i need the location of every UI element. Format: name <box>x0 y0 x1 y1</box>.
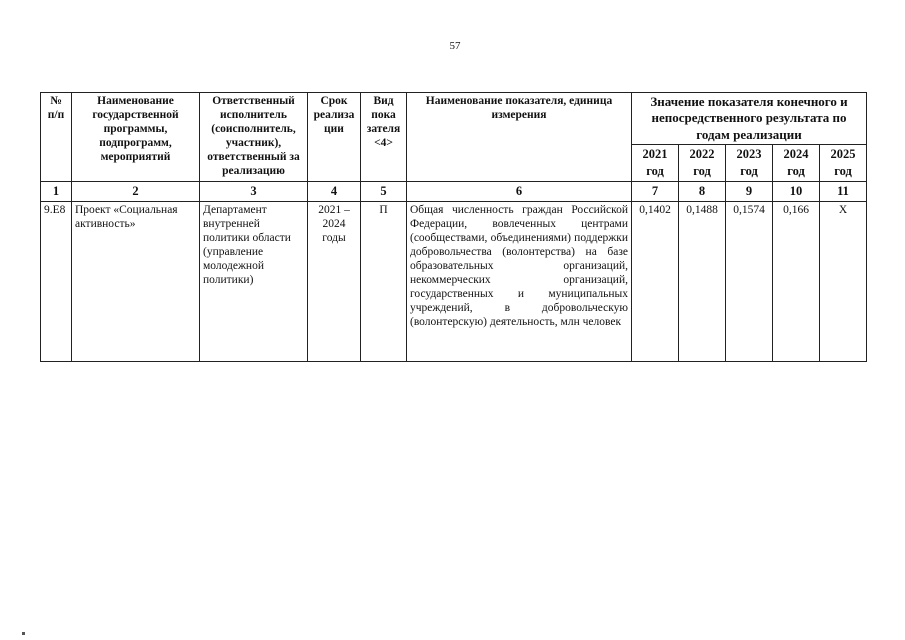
header-year-2025: 2025 год <box>820 144 867 181</box>
row-type: П <box>361 201 407 361</box>
row-num: 9.Е8 <box>41 201 72 361</box>
row-value-2023: 0,1574 <box>726 201 773 361</box>
column-number: 2 <box>72 181 200 201</box>
header-year-2024: 2024 год <box>773 144 820 181</box>
scan-speck <box>22 632 25 635</box>
column-number: 8 <box>679 181 726 201</box>
table-row <box>41 201 867 361</box>
row-value-2022: 0,1488 <box>679 201 726 361</box>
header-year-2022: 2022 год <box>679 144 726 181</box>
row-name: Проект «Социальная активность» <box>72 201 200 361</box>
header-name: Наименование государственной программы, подпрограмм, мероприятий <box>72 93 200 182</box>
indicators-table <box>40 92 867 362</box>
header-type: Вид пока зателя <4> <box>361 93 407 182</box>
row-executor: Департамент внутренней политики области (управление молодежной политики) <box>200 201 308 361</box>
row-value-2024: 0,166 <box>773 201 820 361</box>
column-number: 11 <box>820 181 867 201</box>
column-number: 3 <box>200 181 308 201</box>
column-number: 4 <box>308 181 361 201</box>
page-number: 57 <box>449 40 461 52</box>
row-value-2025: Х <box>820 201 867 361</box>
header-row <box>41 93 867 145</box>
header-indicator: Наименование показателя, единица измерения <box>407 93 632 182</box>
header-year-2023: 2023 год <box>726 144 773 181</box>
row-value-2021: 0,1402 <box>632 201 679 361</box>
header-term: Срок реализа ции <box>308 93 361 182</box>
column-number: 9 <box>726 181 773 201</box>
column-number: 1 <box>41 181 72 201</box>
column-number: 6 <box>407 181 632 201</box>
column-number: 7 <box>632 181 679 201</box>
row-term: 2021 – 2024 годы <box>308 201 361 361</box>
column-numbers-row <box>41 181 867 201</box>
column-number: 5 <box>361 181 407 201</box>
header-values-group: Значение показателя конечного и непосредственного результата по годам реализации <box>632 93 867 145</box>
header-year-2021: 2021 год <box>632 144 679 181</box>
row-indicator: Общая численность граждан Российской Федерации, вовлеченных центрами (сообществами, объединениями) поддержки добровольчества (волонтерства) на базе образовательных организаций, некоммерческих организаций, государственных и муниципальных учреждений, в добровольческую (волонтерскую) деятельность, млн человек <box>407 201 632 361</box>
header-executor: Ответственный исполнитель (соисполнитель, участник), ответственный за реализацию <box>200 93 308 182</box>
header-num: № п/п <box>41 93 72 182</box>
column-number: 10 <box>773 181 820 201</box>
